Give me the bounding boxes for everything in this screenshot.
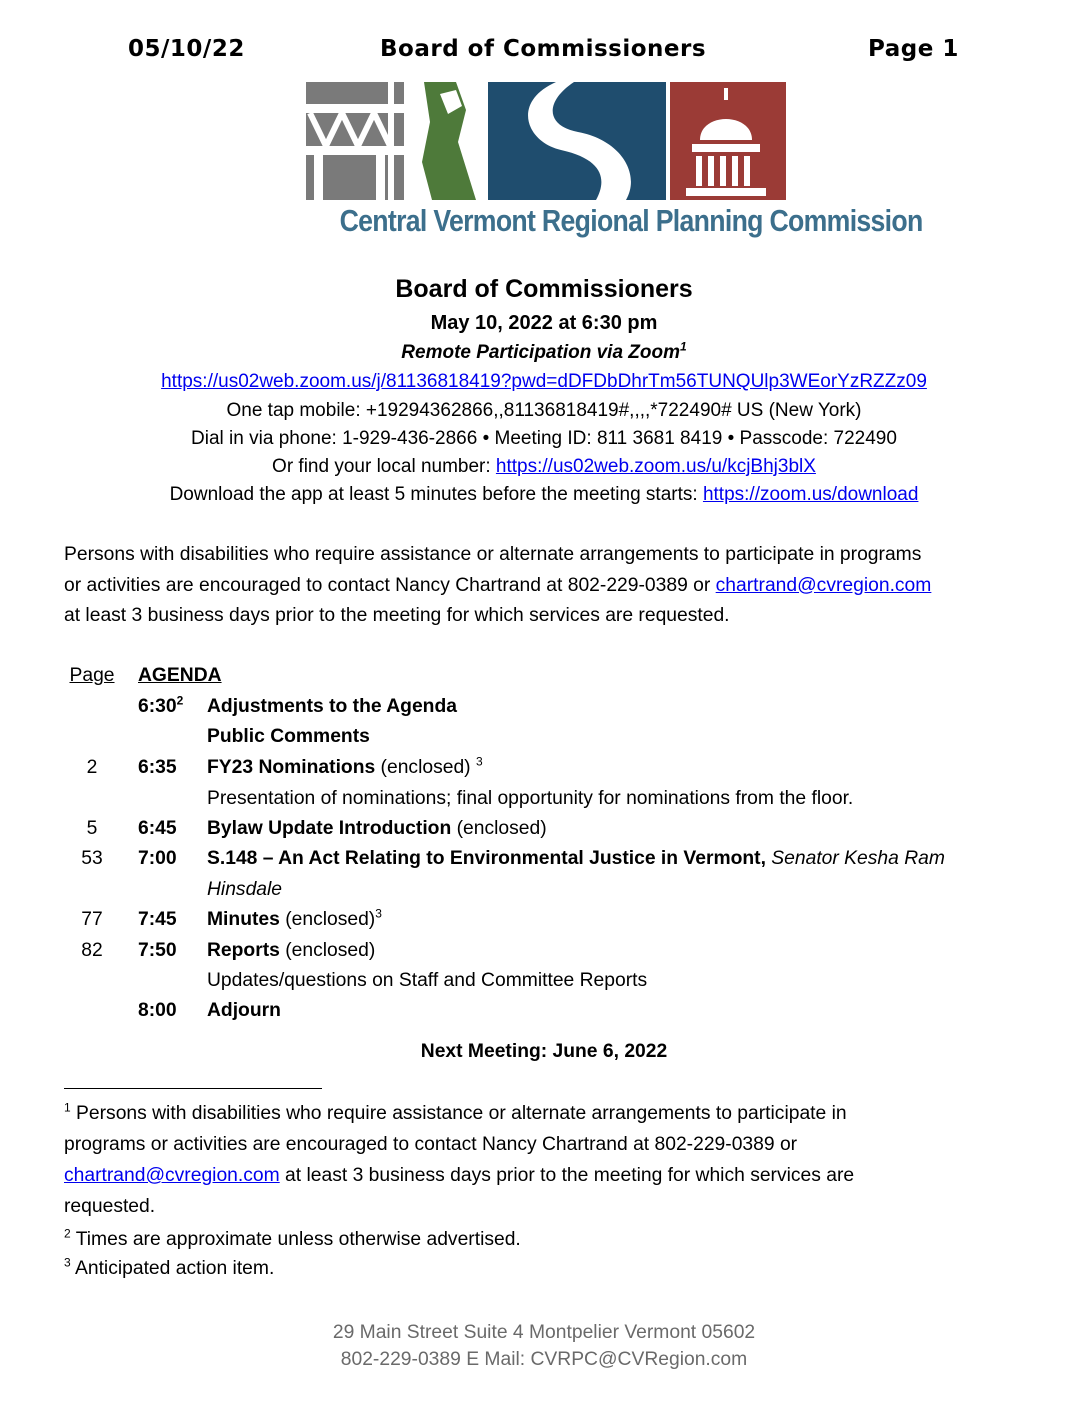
notice-line-3: at least 3 business days prior to the meeting for which services are requested. bbox=[64, 605, 730, 626]
agenda-time: 7:00 bbox=[138, 848, 177, 869]
header-title: Board of Commissioners bbox=[380, 36, 707, 62]
notice-line-2 bbox=[64, 571, 1034, 602]
download-label: Download the app at least 5 minutes before the meeting starts: bbox=[169, 484, 703, 505]
footnote-divider bbox=[64, 1088, 322, 1089]
header-date: 05/10/22 bbox=[128, 36, 245, 62]
footnote-1-line-4: requested. bbox=[64, 1196, 156, 1217]
organization-name: Central Vermont Regional Planning Commission bbox=[339, 203, 923, 238]
footnote-3-text: Anticipated action item. bbox=[70, 1258, 275, 1279]
agenda-item-title: FY23 Nominations bbox=[207, 757, 376, 778]
accessibility-notice bbox=[64, 540, 1034, 632]
local-number-line bbox=[0, 456, 1088, 478]
agenda-item-title: Public Comments bbox=[207, 726, 370, 747]
agenda-time: 6:45 bbox=[138, 818, 177, 839]
agenda-item bbox=[207, 1000, 281, 1022]
zoom-download-link[interactable]: https://zoom.us/download bbox=[702, 484, 919, 505]
footer-address: 29 Main Street Suite 4 Montpelier Vermont 05602 bbox=[332, 1322, 756, 1343]
bridge-icon bbox=[306, 82, 404, 200]
agenda-time-text: 6:30 bbox=[138, 696, 177, 717]
agenda-item-note: (enclosed) bbox=[375, 757, 476, 778]
footnote-number: 1 bbox=[64, 1100, 71, 1115]
footnote-ref: 2 bbox=[176, 693, 184, 708]
agenda-item-title: Adjourn bbox=[207, 1000, 281, 1021]
remote-participation bbox=[0, 339, 1088, 364]
agenda-item-presenter-cont: Hinsdale bbox=[207, 879, 283, 900]
footnote-1-line-2: programs or activities are encouraged to contact Nancy Chartrand at 802-229-0389 or bbox=[64, 1134, 798, 1155]
agenda-item-note: (enclosed) bbox=[279, 909, 376, 930]
agenda-page: 53 bbox=[81, 848, 103, 869]
footnote-1-text: Persons with disabilities who require assistance or alternate arrangements to participate in bbox=[70, 1103, 847, 1124]
agenda-time: 6:35 bbox=[138, 757, 177, 778]
agenda-item bbox=[207, 696, 457, 718]
agenda-page: 77 bbox=[81, 909, 103, 930]
dial-in-info: Dial in via phone: 1-929-436-2866 • Meeting ID: 811 3681 8419 • Passcode: 722490 bbox=[191, 428, 897, 449]
agenda-page: 82 bbox=[81, 940, 103, 961]
footnote-number: 2 bbox=[64, 1226, 71, 1241]
agenda-item bbox=[207, 818, 547, 840]
agenda-item-title: Reports bbox=[207, 940, 280, 961]
footnote-email-link[interactable]: chartrand@cvregion.com bbox=[64, 1165, 280, 1186]
agenda-item-presenter: Senator Kesha Ram bbox=[765, 848, 945, 869]
agenda-time: 7:50 bbox=[138, 940, 177, 961]
vermont-map-icon bbox=[408, 82, 484, 200]
footer-contact: 802-229-0389 E Mail: CVRPC@CVRegion.com bbox=[340, 1349, 748, 1370]
footnote-ref: 3 bbox=[375, 906, 382, 921]
agenda-item bbox=[207, 726, 370, 748]
footnote-2 bbox=[64, 1224, 1024, 1255]
agenda-item-description: Updates/questions on Staff and Committee Reports bbox=[207, 970, 648, 991]
agenda-page: 5 bbox=[86, 818, 98, 839]
agenda-time bbox=[138, 693, 184, 718]
agenda-header: AGENDA bbox=[138, 665, 222, 686]
agenda-item-title: Adjustments to the Agenda bbox=[207, 696, 457, 717]
next-meeting: Next Meeting: June 6, 2022 bbox=[420, 1041, 668, 1062]
cvrpc-logo bbox=[306, 82, 786, 200]
agenda-item-note: (enclosed) bbox=[451, 818, 547, 839]
notice-line-2-text: or activities are encouraged to contact Nancy Chartrand at 802-229-0389 or bbox=[64, 574, 716, 596]
footnote-1-line-1 bbox=[64, 1098, 1024, 1129]
footnote-3 bbox=[64, 1253, 1024, 1284]
local-number-label: Or find your local number: bbox=[272, 456, 496, 477]
agenda-item-title: S.148 – An Act Relating to Environmental Justice in Vermont, bbox=[207, 848, 766, 869]
agenda-page: 2 bbox=[86, 757, 98, 778]
agenda-page-header: Page bbox=[69, 665, 115, 686]
footnote-number: 3 bbox=[64, 1255, 71, 1270]
agenda-item-title: Minutes bbox=[207, 909, 280, 930]
notice-line-1: Persons with disabilities who require assistance or alternate arrangements to participate in programs bbox=[64, 544, 922, 565]
local-number-link[interactable]: https://us02web.zoom.us/u/kcjBhj3blX bbox=[495, 456, 816, 477]
agenda-item-title: Bylaw Update Introduction bbox=[207, 818, 452, 839]
header-page-number: Page 1 bbox=[868, 36, 959, 62]
zoom-meeting-link[interactable]: https://us02web.zoom.us/j/81136818419?pwd=dDFDbDhrTm56TUNQUlp3WEorYzRZZz09 bbox=[161, 371, 927, 392]
agenda-item-note: (enclosed) bbox=[279, 940, 376, 961]
capitol-dome-icon bbox=[670, 82, 786, 200]
agenda-item bbox=[207, 848, 945, 870]
one-tap-mobile: One tap mobile: +19294362866,,81136818419#,,,,*722490# US (New York) bbox=[226, 400, 862, 421]
meeting-date-time: May 10, 2022 at 6:30 pm bbox=[430, 312, 658, 334]
footnote-1 bbox=[64, 1098, 1024, 1222]
agenda-time: 7:45 bbox=[138, 909, 177, 930]
agenda-item-description: Presentation of nominations; final opportunity for nominations from the floor. bbox=[207, 788, 854, 809]
footnote-2-text: Times are approximate unless otherwise advertised. bbox=[70, 1229, 521, 1250]
footnote-ref: 1 bbox=[680, 339, 687, 354]
agenda-time: 8:00 bbox=[138, 1000, 177, 1021]
river-road-icon bbox=[488, 82, 666, 200]
email-link[interactable]: chartrand@cvregion.com bbox=[715, 574, 932, 596]
footnote-1-line-3-text: at least 3 business days prior to the meeting for which services are bbox=[279, 1165, 855, 1186]
footnote-ref: 3 bbox=[475, 754, 483, 769]
footnote-1-line-3 bbox=[64, 1160, 1024, 1191]
agenda-item bbox=[207, 940, 375, 962]
agenda-item bbox=[207, 754, 483, 779]
remote-label: Remote Participation via Zoom bbox=[401, 342, 681, 363]
download-line bbox=[0, 484, 1088, 506]
agenda-item bbox=[207, 906, 382, 931]
meeting-title: Board of Commissioners bbox=[395, 275, 693, 303]
